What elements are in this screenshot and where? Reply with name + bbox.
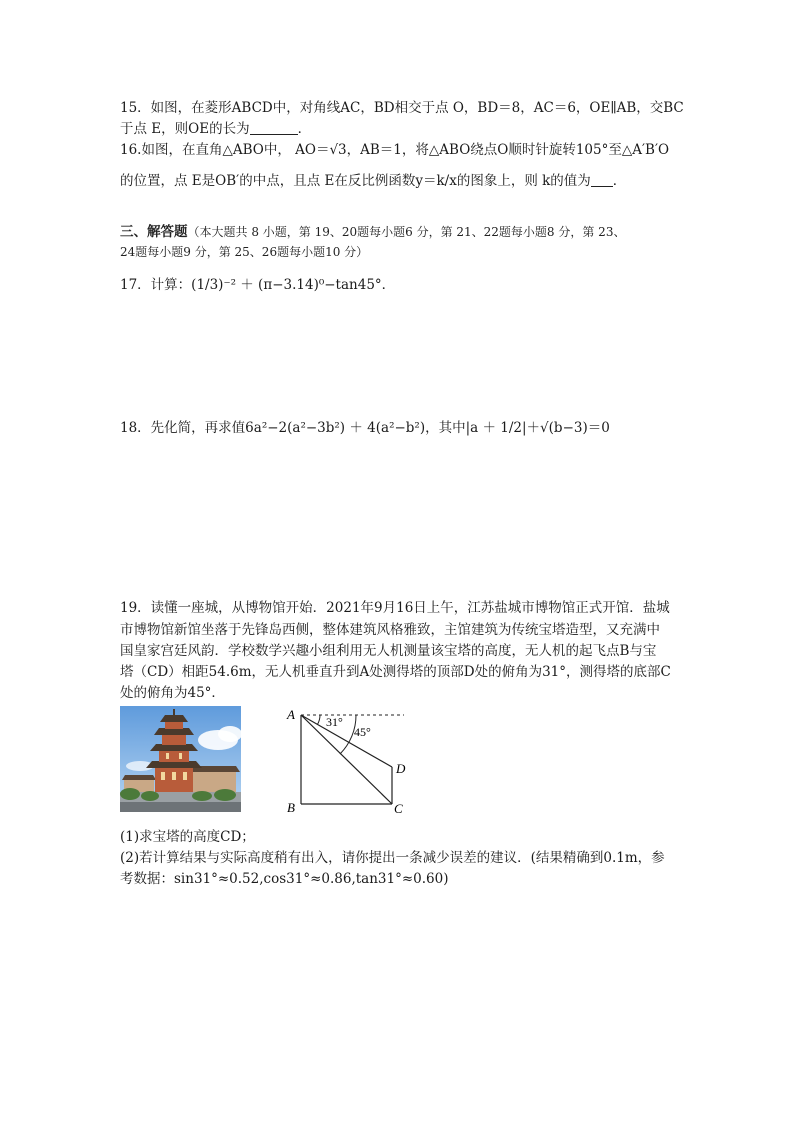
- answer-blank: [591, 172, 613, 187]
- q19-line2: 市博物馆新馆坐落于先锋岛西侧，整体建筑风格雅致，主馆建筑为传统宝塔造型，又充满中: [120, 622, 660, 638]
- q17-text: 17．计算：(1/3)⁻² ＋ (π−3.14)⁰−tan45°．: [120, 277, 396, 293]
- angle-arc-31: [318, 715, 321, 724]
- pagoda-illustration: [120, 706, 241, 812]
- q16-line2: [120, 171, 626, 191]
- q15-line1: 15．如图，在菱形ABCD中，对角线AC，BD相交于点 O，BD＝8，AC＝6，OE∥AB，交BC: [120, 100, 684, 116]
- label-a: A: [287, 707, 295, 722]
- section3-title: 三、解答题: [120, 224, 188, 240]
- label-d: D: [396, 761, 406, 776]
- answer-blank: [250, 120, 298, 135]
- q15-line2-pre: 于点 E，则OE的长为: [120, 121, 250, 137]
- label-c: C: [394, 801, 403, 816]
- q19-sub2-line1: (2)若计算结果与实际高度稍有出入，请你提出一条减少误差的建议．(结果精确到0.1m，参: [120, 850, 665, 866]
- q19-line1: 19．读懂一座城，从博物馆开始．2021年9月16日上午，江苏盐城市博物馆正式开馆．盐城: [120, 600, 670, 616]
- geometry-diagram: [280, 700, 420, 816]
- q15-line2: [120, 119, 311, 139]
- q19-sub2-line2: 考数据：sin31°≈0.52,cos31°≈0.86,tan31°≈0.60): [120, 871, 449, 887]
- diagram-svg: [280, 700, 420, 816]
- q16-line2-pre: 的位置，点 E是OB′的中点，且点 E在反比例函数y＝k/x的图象上，则 k的值为: [120, 173, 591, 189]
- angle-label-45: 45°: [354, 725, 371, 739]
- q16-line1: 16.如图，在直角△ABO中， AO＝√3，AB＝1，将△ABO绕点O顺时针旋转105°至△A′B′O: [120, 142, 670, 158]
- angle-label-31: 31°: [326, 715, 343, 729]
- pagoda-photo: [120, 706, 241, 812]
- section3-note-line2: 24题每小题9 分，第 25、26题每小题10 分）: [120, 245, 369, 259]
- q19-line5: 处的俯角为45°．: [120, 685, 225, 701]
- q15-line2-post: ．: [297, 121, 312, 137]
- q19-line3: 国皇家宫廷风韵．学校数学兴趣小组利用无人机测量该宝塔的高度，无人机的起飞点B与宝: [120, 643, 657, 659]
- q19-line4: 塔（CD）相距54.6m，无人机垂直升到A处测得塔的顶部D处的俯角为31°，测得塔的底部C: [120, 664, 671, 680]
- q16-line2-post: ．: [612, 173, 627, 189]
- q18-text: 18．先化简，再求值6a²−2(a²−3b²) ＋ 4(a²−b²)，其中|a ＋ 1/2|＋√(b−3)＝0: [120, 420, 610, 436]
- section3-note-line1: （本大题共 8 小题，第 19、20题每小题6 分，第 21、22题每小题8 分，第 23、: [187, 225, 626, 239]
- q19-sub1: (1)求宝塔的高度CD；: [120, 829, 255, 845]
- section3-header: [120, 223, 625, 241]
- label-b: B: [287, 800, 295, 815]
